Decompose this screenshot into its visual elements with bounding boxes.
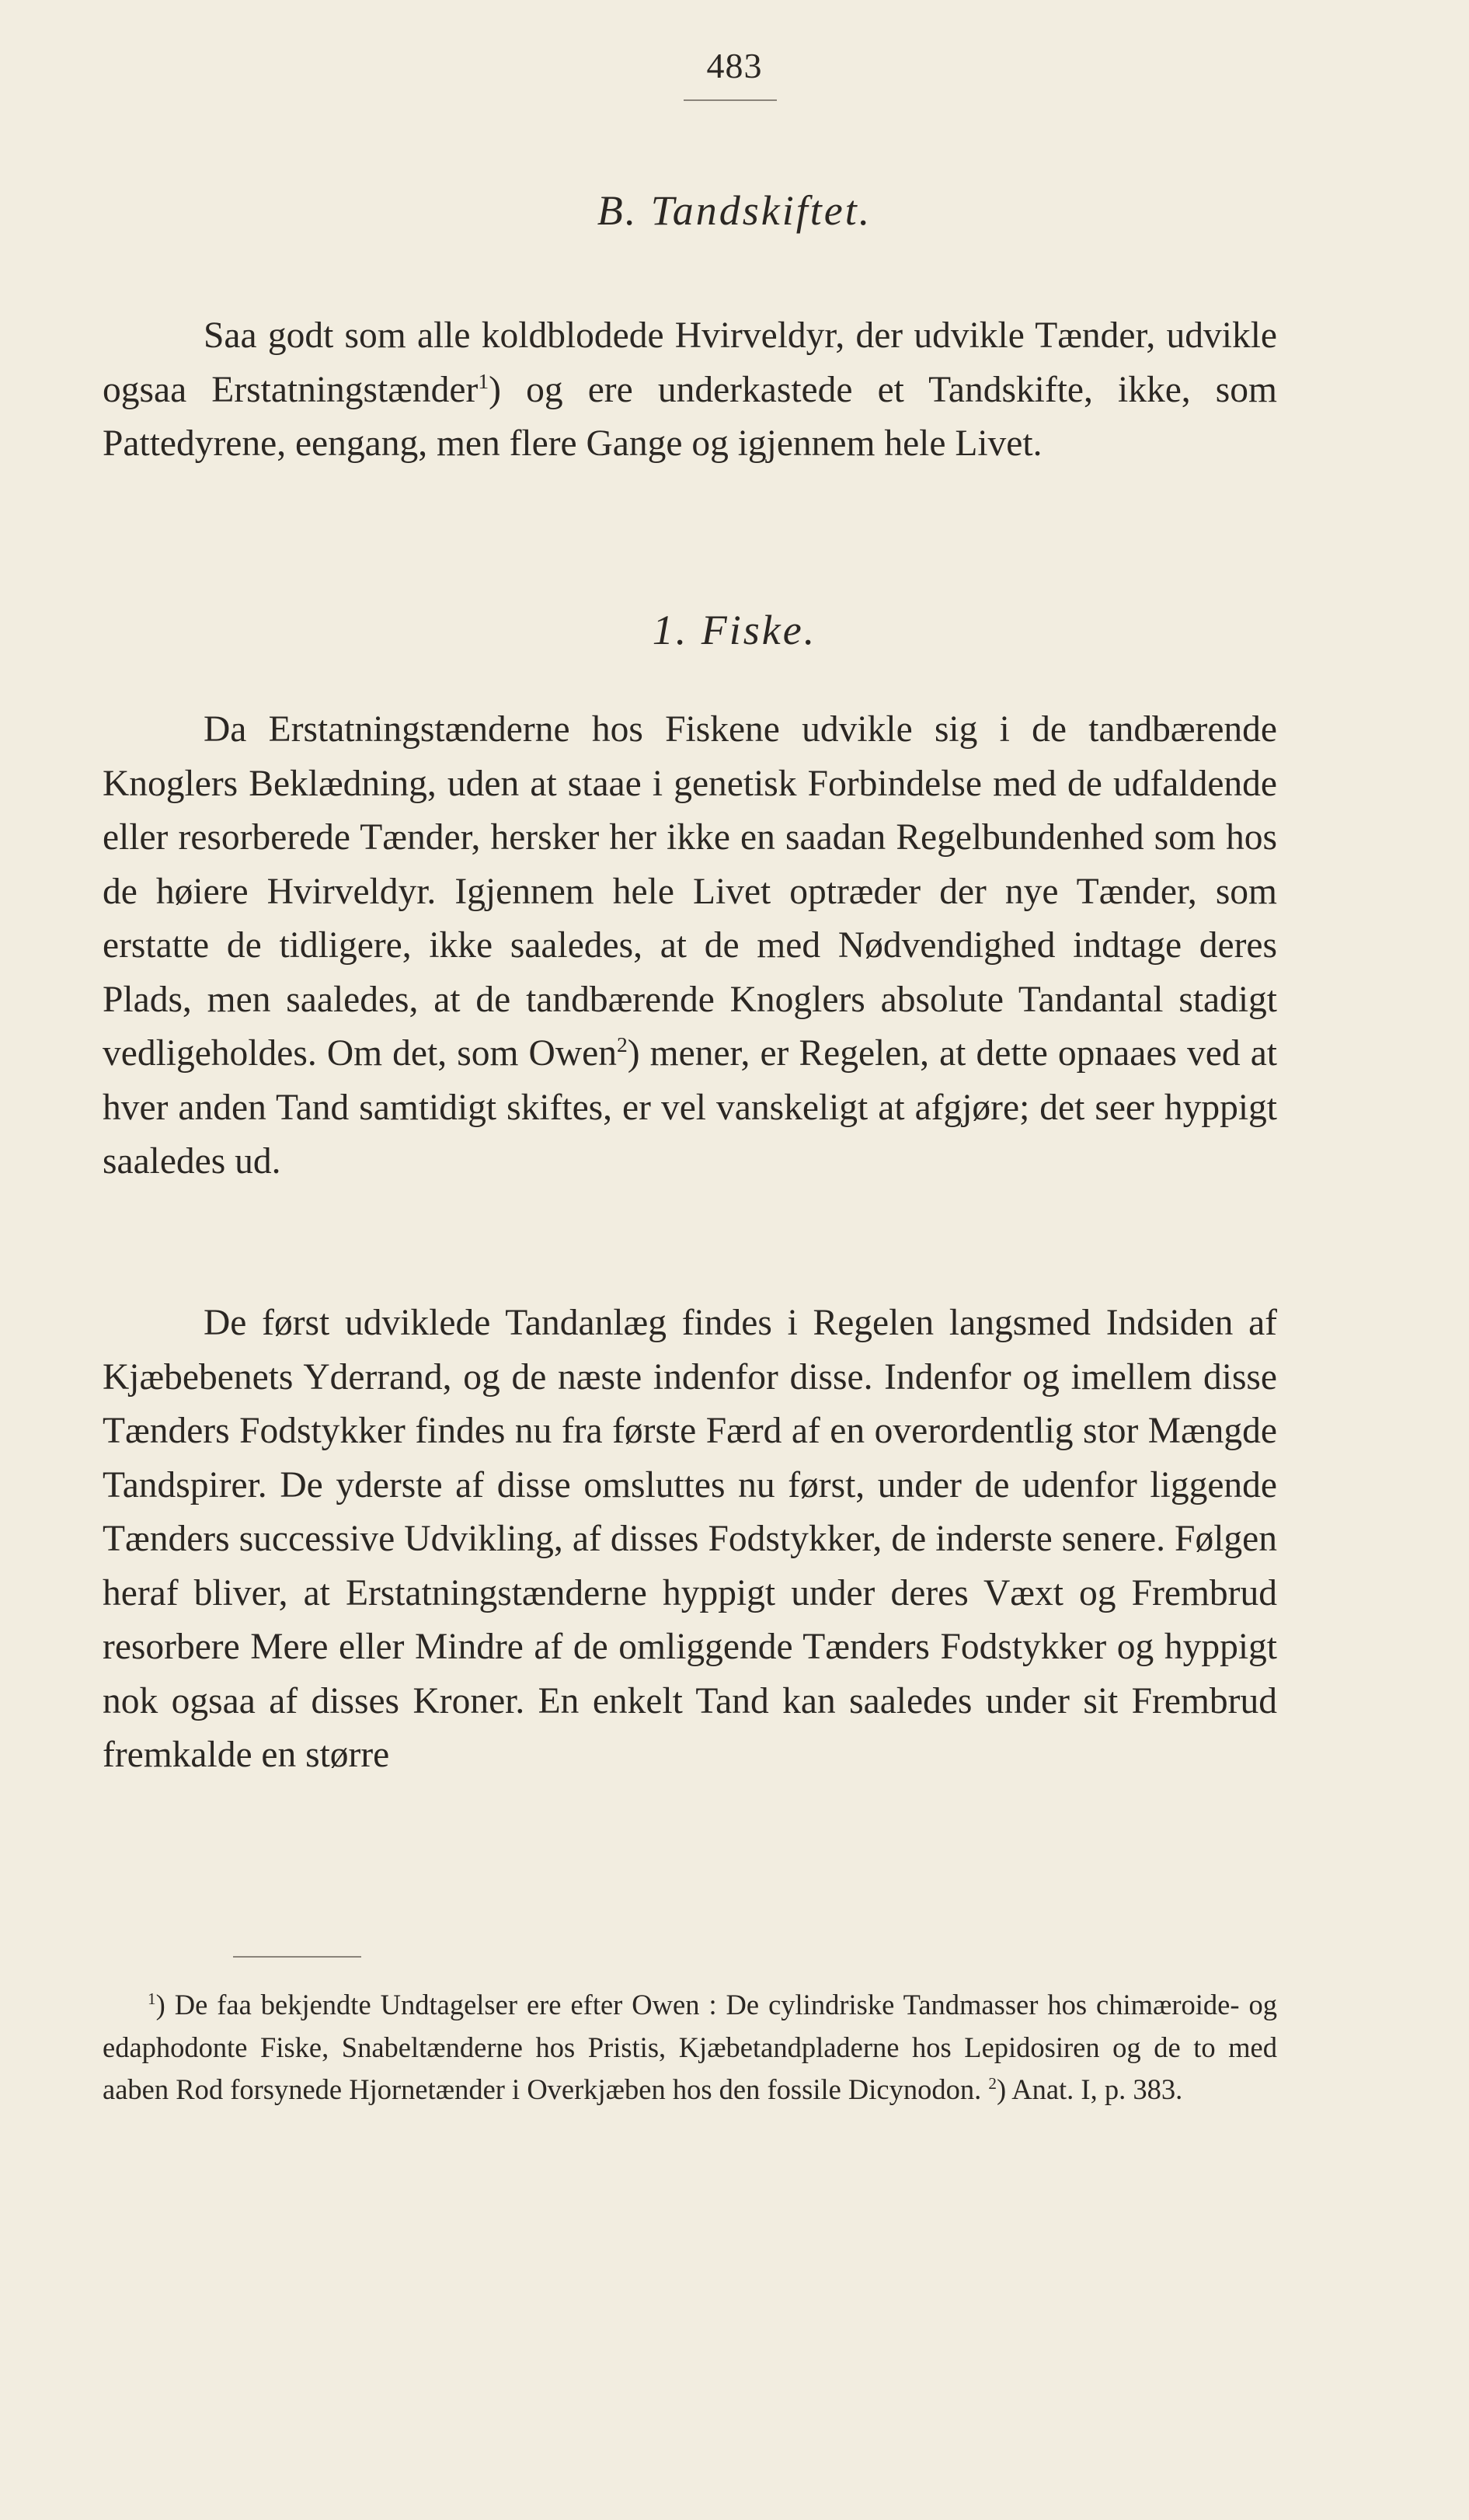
intro-text-start: Saa godt som alle koldblodede Hvirveldyr, der udvikle Tænder, udvikle ogsaa Erstatningstænder [103, 315, 1277, 410]
footnote-marker-1: 1 [148, 1989, 156, 2008]
paragraph-fiske [103, 703, 1277, 1189]
tandanlaeg-text: De først udviklede Tandanlæg findes i Regelen langsmed Indsiden af Kjæbebenets Yderrand, og de næste indenfor disse. Indenfor og imellem disse Tænders Fodstykker findes nu fra første Færd af en overordentlig stor Mængde Tandspirer. De yderste af disse omsluttes nu først, under de udenfor liggende Tænders successive Udvikling, af disses Fodstykker, de inderste senere. Følgen heraf bliver, at Erstatningstænderne hyppigt under deres Væxt og Frembrud resorbere Mere eller Mindre af de omliggende Tænders Fodstykker og hyppigt nok ogsaa af disses Kroner. En enkelt Tand kan saaledes under sit Frembrud fremkalde en større [103, 1303, 1277, 1775]
footnote-marker-2: 2 [988, 2073, 997, 2093]
paragraph-tandanlaeg [103, 1297, 1277, 1783]
section-heading: B. Tandskiftet. [597, 187, 872, 234]
footnote-ref-1: 1 [478, 368, 489, 393]
fiske-text-start: Da Erstatningstænderne hos Fiskene udvikle sig i de tandbærende Knoglers Beklædning, uden at staae i genetisk Forbindelse med de udfaldende eller resorberede Tænder, hersker her ikke en saadan Regelbundenhed som hos de høiere Hvirveldyr. Igjennem hele Livet optræder der nye Tænder, som erstatte de tidligere, ikke saaledes, at de med Nødvendighed indtage deres Plads, men saaledes, at de tandbærende Knoglers absolute Tandantal stadigt vedligeholdes. Om det, som Owen [103, 709, 1277, 1074]
intro-text-end: ) og ere underkastede et Tandskifte, ikke, som Pattedyrene, eengang, men flere Gange og igjennem hele Livet. [103, 369, 1277, 464]
footnote-2-text: ) Anat. I, p. 383. [996, 2073, 1183, 2105]
footnote-ref-2: 2 [616, 1032, 628, 1057]
footnote-separator [233, 1956, 361, 1958]
footnotes [103, 1984, 1277, 2111]
page-number: 483 [706, 46, 763, 85]
intro-paragraph [103, 309, 1277, 472]
subsection-heading: 1. Fiske. [652, 607, 817, 653]
footnote-1-text: ) De faa bekjendte Undtagelser ere efter Owen : De cylindriske Tandmasser hos chimæroide- og edaphodonte Fiske, Snabeltænderne hos Pristis, Kjæbetandpladerne hos Lepidosiren og de to med aaben Rod forsynede Hjornetænder i Overkjæben hos den fossile Dicynodon. [103, 1989, 1277, 2105]
page-number-rule [684, 99, 777, 101]
fiske-text-end: ) mener, er Regelen, at dette opnaaes ved at hver anden Tand samtidigt skiftes, er vel vanskeligt at afgjøre; det seer hyppigt saaledes ud. [103, 1033, 1277, 1182]
